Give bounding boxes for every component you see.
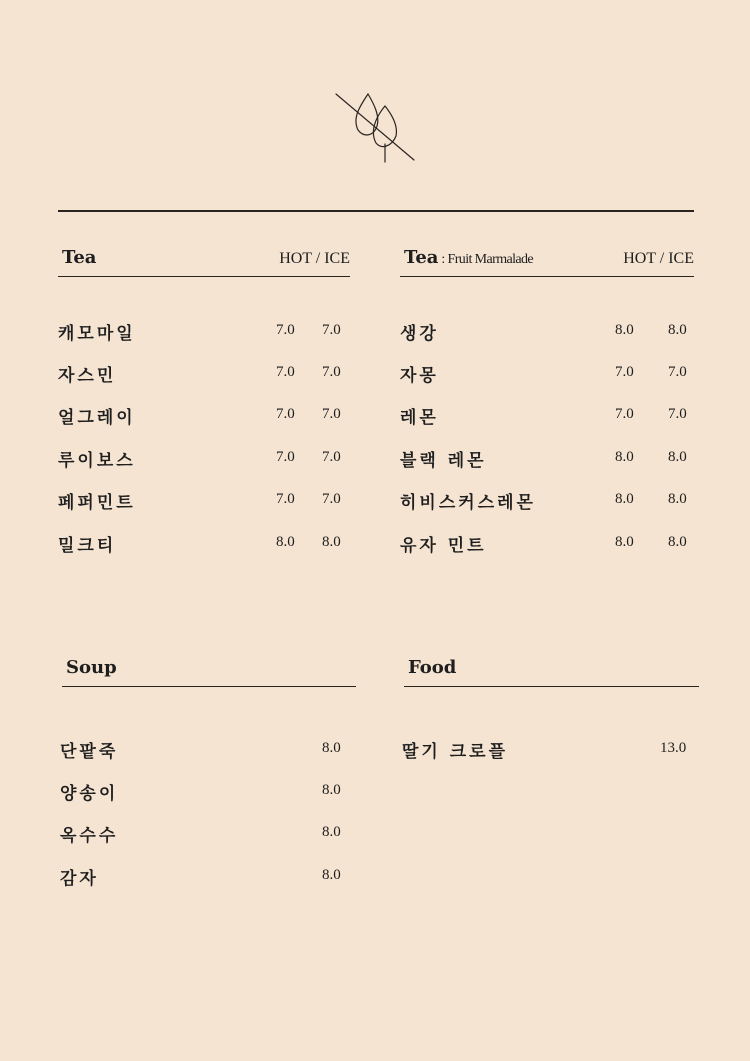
food-section	[402, 650, 699, 762]
item-name: 캐모마일	[58, 324, 136, 344]
menu-item	[58, 488, 350, 512]
column-labels: HOT / ICE	[279, 250, 350, 267]
menu-item	[58, 361, 350, 385]
ice-price: 8.0	[668, 322, 687, 338]
hot-price: 8.0	[615, 322, 634, 338]
menu-item	[400, 488, 694, 512]
section-header	[62, 650, 356, 687]
item-name: 옥수수	[60, 826, 119, 846]
item-price: 8.0	[322, 740, 341, 756]
menu-item	[400, 531, 694, 555]
tea-section	[58, 240, 350, 556]
hot-price: 7.0	[276, 449, 295, 465]
section-header	[400, 240, 694, 277]
item-name: 얼그레이	[58, 408, 136, 428]
ice-price: 7.0	[668, 406, 687, 422]
hot-price: 7.0	[276, 364, 295, 380]
ice-price: 8.0	[668, 449, 687, 465]
top-divider	[58, 210, 694, 212]
soup-section	[60, 650, 356, 889]
item-name: 자몽	[400, 366, 439, 386]
ice-price: 8.0	[322, 534, 341, 550]
item-price: 8.0	[322, 867, 341, 883]
menu-item	[62, 779, 356, 803]
menu-item	[400, 361, 694, 385]
section-title	[404, 247, 533, 268]
menu-item	[62, 821, 356, 845]
ice-price: 7.0	[322, 406, 341, 422]
hot-price: 7.0	[276, 491, 295, 507]
leaves-icon	[330, 88, 420, 168]
ice-price: 8.0	[668, 491, 687, 507]
menu-item	[58, 446, 350, 470]
item-name: 자스민	[58, 366, 117, 386]
item-name: 밀크티	[58, 536, 117, 556]
ice-price: 7.0	[322, 491, 341, 507]
ice-price: 7.0	[322, 364, 341, 380]
item-name: 유자 민트	[400, 536, 487, 556]
item-price: 13.0	[660, 740, 687, 756]
hot-price: 8.0	[615, 491, 634, 507]
ice-price: 7.0	[668, 364, 687, 380]
item-name: 단팥죽	[60, 742, 119, 762]
ice-price: 7.0	[322, 449, 341, 465]
hot-price: 8.0	[615, 534, 634, 550]
item-name: 블랙 레몬	[400, 451, 487, 471]
item-name: 히비스커스레몬	[400, 493, 536, 513]
menu-item	[58, 531, 350, 555]
hot-price: 8.0	[615, 449, 634, 465]
menu-item	[400, 403, 694, 427]
item-name: 딸기 크로플	[402, 742, 509, 762]
menu-item	[400, 319, 694, 343]
menu-item	[62, 737, 356, 761]
column-labels: HOT / ICE	[623, 250, 694, 267]
hot-price: 7.0	[615, 364, 634, 380]
item-name: 레몬	[400, 408, 439, 428]
fruit-tea-section	[400, 240, 694, 556]
menu-item	[58, 403, 350, 427]
section-title: Tea	[62, 247, 97, 268]
item-name: 생강	[400, 324, 439, 344]
item-name: 페퍼민트	[58, 493, 136, 513]
menu-item	[58, 319, 350, 343]
menu-item	[404, 737, 699, 761]
ice-price: 8.0	[668, 534, 687, 550]
hot-price: 7.0	[276, 406, 295, 422]
menu-item	[400, 446, 694, 470]
item-name: 루이보스	[58, 451, 136, 471]
item-name: 감자	[60, 869, 99, 889]
item-price: 8.0	[322, 824, 341, 840]
section-header	[58, 240, 350, 277]
section-header	[404, 650, 699, 687]
item-name: 양송이	[60, 784, 119, 804]
section-title: Soup	[66, 657, 117, 678]
hot-price: 7.0	[276, 322, 295, 338]
section-title-main: Tea	[404, 247, 439, 268]
section-title: Food	[408, 657, 457, 678]
hot-price: 8.0	[276, 534, 295, 550]
ice-price: 7.0	[322, 322, 341, 338]
section-subtitle: : Fruit Marmalade	[438, 252, 534, 267]
menu-item	[62, 864, 356, 888]
hot-price: 7.0	[615, 406, 634, 422]
item-price: 8.0	[322, 782, 341, 798]
